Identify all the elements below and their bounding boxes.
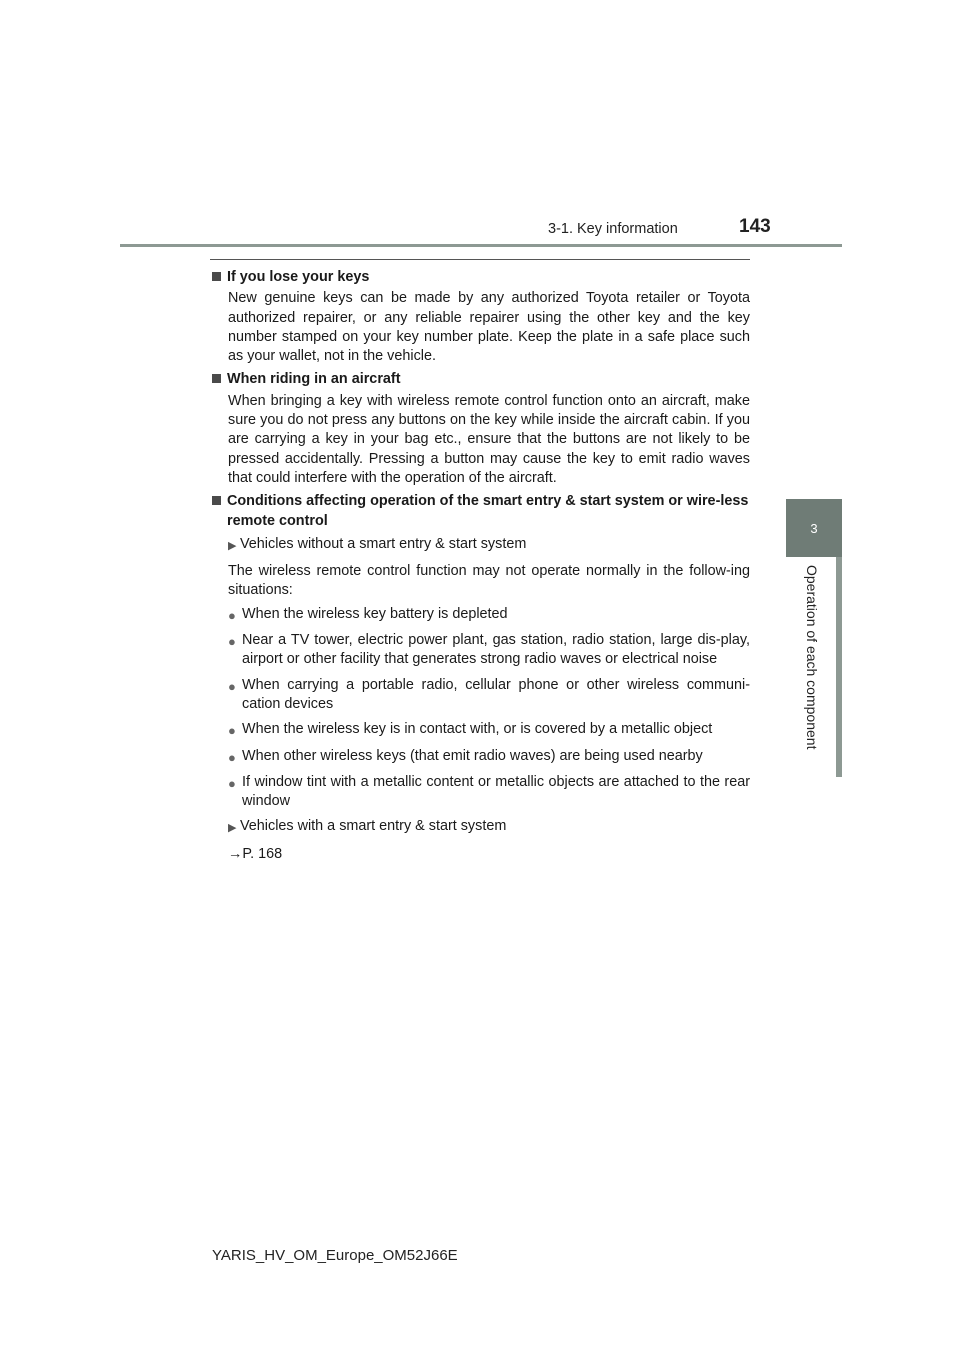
subheading-without-smart-entry — [228, 535, 750, 556]
chapter-side-bar — [836, 557, 842, 777]
section-lose-keys — [212, 268, 750, 366]
subheading-text: Vehicles without a smart entry & start system — [240, 535, 527, 552]
circle-bullet-icon: ● — [228, 775, 236, 791]
section-conditions — [212, 492, 750, 864]
circle-bullet-icon: ● — [228, 607, 236, 623]
list-item-text: When the wireless key is in contact with, or is covered by a metallic object — [242, 721, 713, 738]
list-item — [228, 773, 750, 812]
square-bullet-icon — [212, 374, 221, 383]
list-item — [228, 747, 750, 767]
section-heading — [212, 370, 750, 389]
list-item — [228, 720, 750, 740]
document-code: YARIS_HV_OM_Europe_OM52J66E — [212, 1247, 458, 1264]
list-item-text: When other wireless keys (that emit radio waves) are being used nearby — [242, 747, 703, 764]
list-item-text: Near a TV tower, electric power plant, gas station, radio station, large dis-play, airport or other facility that generates strong radio waves or electrical noise — [242, 632, 750, 668]
list-item-text: When carrying a portable radio, cellular phone or other wireless communi-cation devices — [242, 676, 750, 712]
section-heading — [212, 492, 750, 531]
section-title: 3-1. Key information — [548, 221, 678, 237]
subheading-text: Vehicles with a smart entry & start system — [240, 818, 507, 835]
circle-bullet-icon: ● — [228, 678, 236, 694]
triangle-right-icon: ▶ — [228, 539, 237, 552]
square-bullet-icon — [212, 272, 221, 281]
heading-text: If you lose your keys — [227, 269, 370, 285]
list-item — [228, 631, 750, 670]
heading-text: Conditions affecting operation of the smart entry & start system or wire-less remote control — [227, 493, 749, 529]
paragraph: When bringing a key with wireless remote control function onto an aircraft, make sure you do not press any buttons on the key while inside the aircraft cabin. If you are carrying a key in your bag etc., ensure that the buttons are not likely to be pressed accidentally. Pressing a button may cause the key to emit radio waves that could interfere with the operation of the aircraft. — [228, 392, 750, 486]
list-item — [228, 605, 750, 625]
triangle-right-icon: ▶ — [228, 822, 237, 835]
circle-bullet-icon: ● — [228, 749, 236, 765]
subheading-with-smart-entry — [228, 817, 750, 838]
page-content — [212, 268, 750, 866]
paragraph: New genuine keys can be made by any authorized Toyota retailer or Toyota authorized repairer, or any reliable repairer using the other key and the key number stamped on your key number plate. Keep the plate in a safe place such as your wallet, not in the vehicle. — [228, 290, 750, 365]
content-rule — [210, 259, 750, 260]
chapter-number: 3 — [810, 520, 818, 536]
chapter-label: Operation of each component — [804, 565, 820, 750]
square-bullet-icon — [212, 496, 221, 505]
list-item-text: When the wireless key battery is depleted — [242, 605, 508, 622]
heading-text: When riding in an aircraft — [227, 371, 401, 388]
paragraph: The wireless remote control function may not operate normally in the follow-ing situations: — [228, 563, 750, 599]
section-heading — [212, 268, 750, 287]
circle-bullet-icon: ● — [228, 723, 236, 739]
list-item-text: If window tint with a metallic content or metallic objects are attached to the rear window — [242, 773, 750, 810]
header-rule — [120, 244, 842, 247]
list-item — [228, 676, 750, 715]
circle-bullet-icon: ● — [228, 634, 236, 650]
chapter-tab — [786, 499, 842, 557]
page-number: 143 — [739, 216, 771, 237]
section-aircraft — [212, 370, 750, 488]
page-reference-link[interactable]: →P. 168 — [228, 845, 283, 862]
